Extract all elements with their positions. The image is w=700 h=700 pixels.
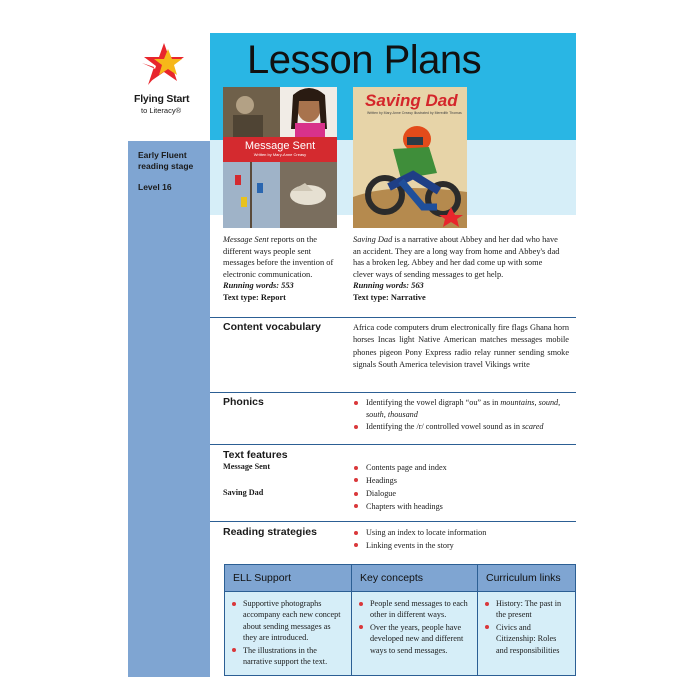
running-words: Running words: 553 (223, 281, 294, 291)
support-table (224, 564, 576, 676)
brand-logo (128, 33, 210, 141)
content-vocabulary-list: Africa code computers drum electronically fire flags Ghana horn horses Incas light Native American matches messages mobile phones pigeon Pony Express radio relay runner sending smoke signals South America television travel Vikings write (353, 323, 569, 369)
phonics-item-text: Identifying the vowel digraph “ou” as in (366, 398, 501, 407)
table-column-key-concepts (352, 592, 478, 675)
table-heading: Key concepts (360, 572, 424, 584)
list-item: Contents page and index (353, 462, 573, 474)
running-words: Running words: 563 (353, 281, 424, 291)
section-divider (210, 521, 576, 522)
reading-level: Level 16 (138, 182, 172, 192)
section-divider (210, 317, 576, 318)
list-item: Civics and Citizenship: Roles and responsibilities (484, 622, 569, 656)
cover-byline: Written by Mary-Anne Creasy Illustrated by Meredith Thomas (367, 111, 462, 115)
phonics-list (353, 397, 573, 434)
text-features-book2-list (353, 488, 573, 513)
section-divider (210, 392, 576, 393)
book-title: Message Sent (223, 235, 269, 244)
table-column-ell (225, 592, 352, 675)
section-divider (210, 444, 576, 445)
list-item (353, 397, 573, 420)
star-logo-icon (138, 41, 186, 89)
list-item: People send messages to each other in different ways. (358, 598, 471, 621)
content-vocabulary-heading: Content vocabulary (223, 321, 322, 333)
page-title: Lesson Plans (247, 38, 482, 82)
phonics-examples: mountains, sound, south, thousand (366, 398, 561, 419)
text-type: Text type: Report (223, 292, 286, 302)
cover-title: Message Sent (244, 140, 316, 152)
phonics-examples: scared (522, 422, 544, 431)
list-item: Using an index to locate information (353, 527, 573, 539)
cover-title-band (223, 137, 337, 162)
reading-strategies-heading: Reading strategies (223, 526, 317, 538)
table-header-key-concepts (352, 565, 478, 592)
phonics-item-text: Identifying the /r/ controlled vowel sound as in (366, 422, 522, 431)
brand-name: Flying Start (134, 93, 190, 105)
book-cover-saving-dad (353, 87, 467, 228)
phonics-heading: Phonics (223, 396, 264, 408)
sidebar (128, 141, 210, 677)
reading-stage: Early Fluent reading stage (138, 150, 194, 171)
table-header-curriculum (478, 565, 575, 592)
list-item: Chapters with headings (353, 501, 573, 513)
text-features-heading: Text features (223, 449, 288, 461)
book-summary-text: is a narrative about Abbey and her dad who have an accident. They are a long way from home and Abbey's dad has a broken leg. Abbey and her dad come up with some clever ways of sending messages to get help. (353, 235, 560, 279)
text-features-book1-label: Message Sent (223, 462, 271, 471)
book-summary-message-sent (223, 234, 341, 304)
table-column-curriculum (478, 592, 575, 675)
book-summary-text: reports on the different ways people sent messages before the invention of electronic communication. (223, 235, 334, 279)
book-title: Saving Dad (353, 235, 393, 244)
table-heading: ELL Support (233, 572, 291, 584)
cover-byline: Written by Mary-Anne Creasy (253, 152, 307, 157)
text-features-book1-list (353, 462, 573, 487)
list-item: Dialogue (353, 488, 573, 500)
brand-tagline: to Literacy® (141, 106, 182, 115)
reading-strategies-list (353, 527, 573, 552)
list-item (353, 421, 573, 433)
list-item: History: The past in the present (484, 598, 569, 621)
book-cover-message-sent (223, 87, 337, 228)
list-item: Supportive photographs accompany each new concept about sending messages as they are introduced. (231, 598, 345, 644)
text-type: Text type: Narrative (353, 292, 426, 302)
cover-title: Saving Dad (365, 91, 458, 110)
book-summary-saving-dad (353, 234, 563, 304)
table-heading: Curriculum links (486, 572, 561, 584)
list-item: Over the years, people have developed new and different ways to send messages. (358, 622, 471, 656)
text-features-book2-label: Saving Dad (223, 488, 264, 497)
list-item: Headings (353, 475, 573, 487)
list-item: The illustrations in the narrative support the text. (231, 645, 345, 668)
table-header-ell (225, 565, 352, 592)
list-item: Linking events in the story (353, 540, 573, 552)
